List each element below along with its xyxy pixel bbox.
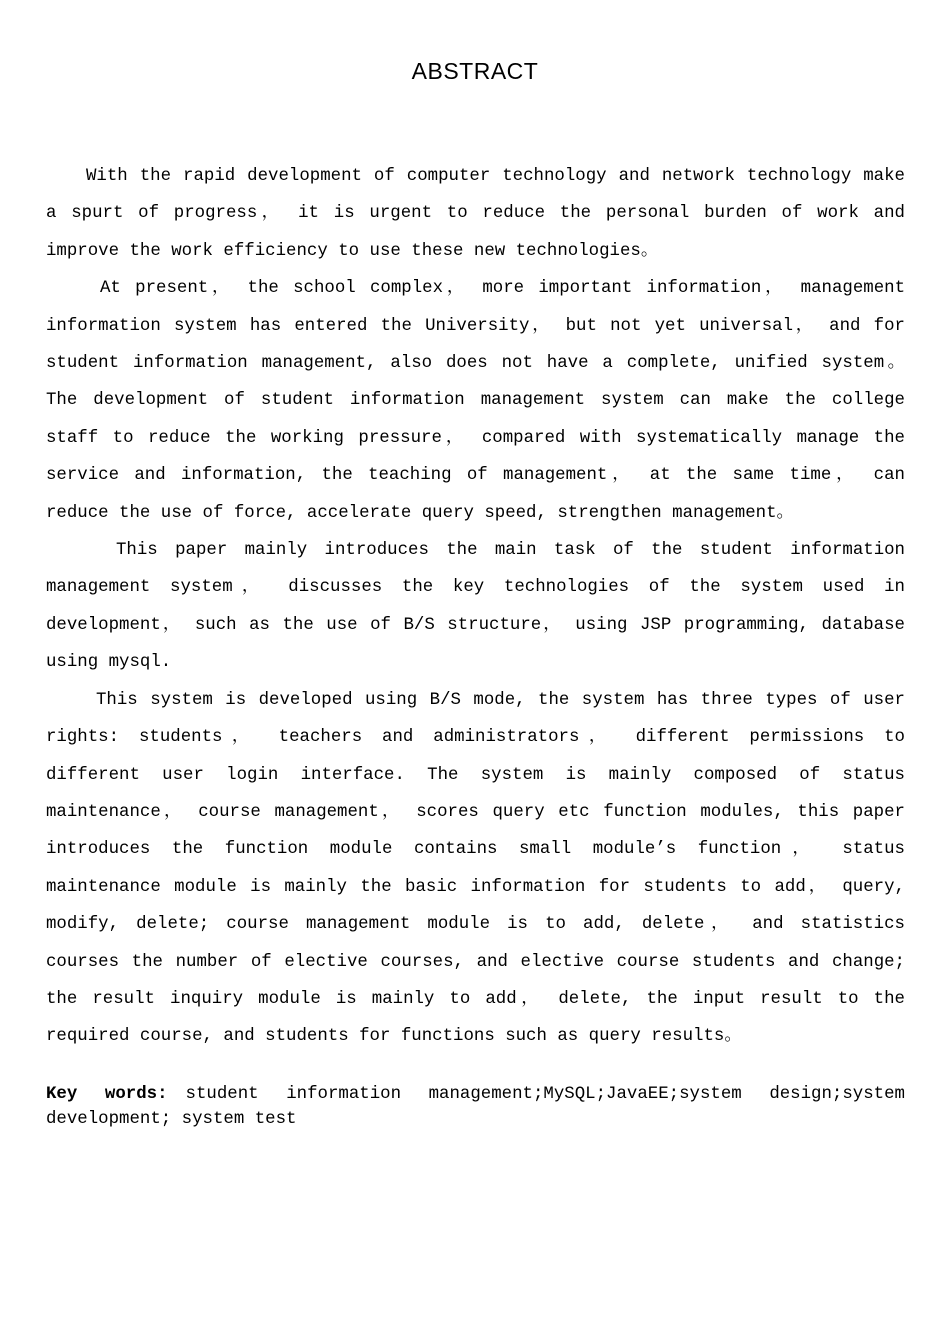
abstract-paragraph-4: This system is developed using B/S mode, the system has three types of user rights: students， teachers and administrators， different permissions to different user login interface. The system is mainly composed of status maintenance， course management， scores query etc function modules, this paper introduces the function module contains small module’s function， status maintenance module is mainly the basic information for students to add， query, modify, delete; course management module is to add, delete， and statistics courses the number of elective courses, and elective course students and change; the result inquiry module is mainly to add， delete, the input result to the required course, and students for functions such as query results。 [46,690,905,1047]
page-title: ABSTRACT [411,58,539,84]
abstract-paragraph-2: At present， the school complex， more important information， management information system has entered the University， but not yet universal， and for student information management, also does not have a complete, unified system。 The development of student information management system can make the college staff to reduce the working pressure， compared with systematically manage the service and information, the teaching of management， at the same time， can reduce the use of force, accelerate query speed, strengthen management。 [46,279,905,523]
keywords-label: Key words: [46,1085,168,1104]
keywords-section [46,1082,905,1132]
abstract-paragraph-3: This paper mainly introduces the main task of the student information management system， discusses the key technologies of the system used in development， such as the use of B/S structure， using JSP programming, database using mysql. [46,541,905,673]
keywords-text: student information management;MySQL;JavaEE;system design;system development; system test [46,1085,905,1129]
abstract-paragraph-1: With the rapid development of computer technology and network technology make a spurt of progress， it is urgent to reduce the personal burden of work and improve the work efficiency to use these new technologies。 [46,167,905,261]
abstract-body [46,158,905,1056]
